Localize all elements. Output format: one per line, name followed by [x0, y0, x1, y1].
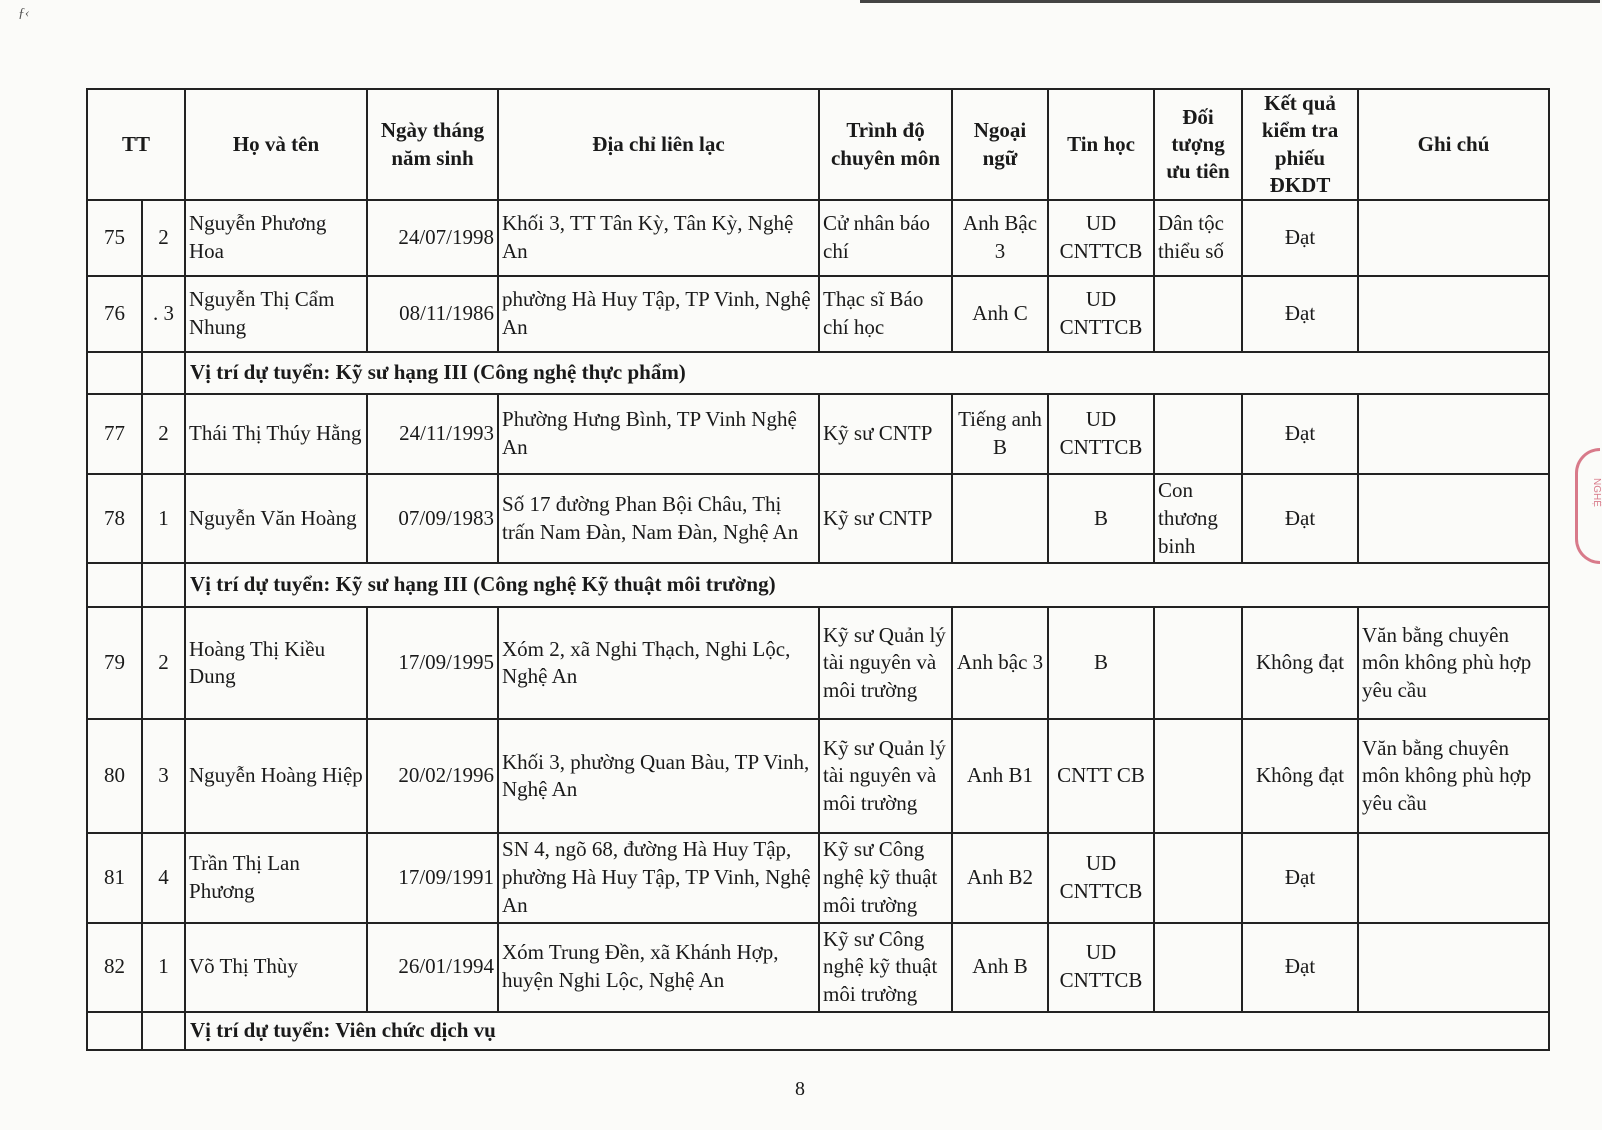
cell-result: Không đạt [1242, 719, 1358, 833]
cell-language: Anh B [952, 923, 1048, 1012]
candidate-table [86, 88, 1550, 1051]
red-seal-fragment [1575, 448, 1600, 564]
cell-priority [1154, 923, 1242, 1012]
cell-note [1358, 474, 1549, 563]
cell-address: SN 4, ngõ 68, đường Hà Huy Tập, phường Hà Huy Tập, TP Vinh, Nghệ An [498, 833, 819, 922]
header-result: Kết quả kiểm tra phiếu ĐKDT [1242, 89, 1358, 200]
cell-sub: 1 [142, 923, 185, 1012]
cell-address: Số 17 đường Phan Bội Châu, Thị trấn Nam Đàn, Nam Đàn, Nghệ An [498, 474, 819, 563]
cell-sub: 2 [142, 394, 185, 474]
cell-name: Thái Thị Thúy Hằng [185, 394, 367, 474]
header-it: Tin học [1048, 89, 1154, 200]
table-row [87, 474, 1549, 563]
section-title: Vị trí dự tuyển: Kỹ sư hạng III (Công nghệ Kỹ thuật môi trường) [185, 563, 1549, 607]
cell-name: Nguyễn Thị Cẩm Nhung [185, 276, 367, 352]
cell-name: Nguyễn Văn Hoàng [185, 474, 367, 563]
cell-no: 79 [87, 607, 142, 719]
cell-sub: 2 [142, 607, 185, 719]
cell-language: Anh B2 [952, 833, 1048, 922]
section-row [87, 563, 1549, 607]
cell-result: Đạt [1242, 394, 1358, 474]
cell-it: UD CNTTCB [1048, 923, 1154, 1012]
header-dob: Ngày tháng năm sinh [367, 89, 498, 200]
cell-language: Tiếng anh B [952, 394, 1048, 474]
cell-result: Đạt [1242, 200, 1358, 276]
cell-qualification: Kỹ sư CNTP [819, 394, 952, 474]
cell-qualification: Kỹ sư Quản lý tài nguyên và môi trường [819, 607, 952, 719]
cell-result: Đạt [1242, 276, 1358, 352]
cell-no: 77 [87, 394, 142, 474]
scan-top-edge [860, 0, 1600, 3]
cell-no: 76 [87, 276, 142, 352]
header-name: Họ và tên [185, 89, 367, 200]
cell-qualification: Kỹ sư CNTP [819, 474, 952, 563]
cell-sub: 4 [142, 833, 185, 922]
cell-language: Anh C [952, 276, 1048, 352]
cell-result: Đạt [1242, 833, 1358, 922]
cell-it: UD CNTTCB [1048, 833, 1154, 922]
cell-name: Nguyễn Hoàng Hiệp [185, 719, 367, 833]
cell-dob: 20/02/1996 [367, 719, 498, 833]
cell-address: Khối 3, phường Quan Bàu, TP Vinh, Nghệ An [498, 719, 819, 833]
cell-sub: 1 [142, 474, 185, 563]
cell-note [1358, 923, 1549, 1012]
cell-it: B [1048, 607, 1154, 719]
cell-name: Trần Thị Lan Phương [185, 833, 367, 922]
cell-dob: 24/07/1998 [367, 200, 498, 276]
cell-language [952, 474, 1048, 563]
cell-note [1358, 833, 1549, 922]
cell-address: phường Hà Huy Tập, TP Vinh, Nghệ An [498, 276, 819, 352]
cell-name: Võ Thị Thùy [185, 923, 367, 1012]
cell-note [1358, 276, 1549, 352]
cell-name: Hoàng Thị Kiều Dung [185, 607, 367, 719]
cell-no: 81 [87, 833, 142, 922]
cell-priority [1154, 607, 1242, 719]
cell-no: 82 [87, 923, 142, 1012]
cell-it: UD CNTTCB [1048, 276, 1154, 352]
header-tt: TT [87, 89, 185, 200]
cell-dob: 08/11/1986 [367, 276, 498, 352]
cell-qualification: Kỹ sư Công nghệ kỹ thuật môi trường [819, 833, 952, 922]
cell-dob: 17/09/1991 [367, 833, 498, 922]
cell-qualification: Thạc sĩ Báo chí học [819, 276, 952, 352]
cell-priority [1154, 719, 1242, 833]
cell-result: Đạt [1242, 474, 1358, 563]
table-row [87, 923, 1549, 1012]
page-number: 8 [795, 1078, 805, 1100]
cell-priority [1154, 276, 1242, 352]
cell-it: UD CNTTCB [1048, 200, 1154, 276]
cell-name: Nguyễn Phương Hoa [185, 200, 367, 276]
cell-it: UD CNTTCB [1048, 394, 1154, 474]
cell-priority: Con thương binh [1154, 474, 1242, 563]
cell-no: 80 [87, 719, 142, 833]
table-row [87, 200, 1549, 276]
cell-language: Anh bậc 3 [952, 607, 1048, 719]
section-title: Vị trí dự tuyển: Viên chức dịch vụ [185, 1012, 1549, 1050]
cell-result: Không đạt [1242, 607, 1358, 719]
cell-it: B [1048, 474, 1154, 563]
cell-sub: 2 [142, 200, 185, 276]
cell-note [1358, 394, 1549, 474]
table-row [87, 607, 1549, 719]
section-row [87, 352, 1549, 394]
cell-language: Anh B1 [952, 719, 1048, 833]
cell-result: Đạt [1242, 923, 1358, 1012]
cell-no: 75 [87, 200, 142, 276]
cell-address: Phường Hưng Bình, TP Vinh Nghệ An [498, 394, 819, 474]
cell-note: Văn bằng chuyên môn không phù hợp yêu cầu [1358, 607, 1549, 719]
cell-note: Văn bằng chuyên môn không phù hợp yêu cầu [1358, 719, 1549, 833]
table-row [87, 833, 1549, 922]
table-row [87, 719, 1549, 833]
cell-dob: 24/11/1993 [367, 394, 498, 474]
handwritten-corner-mark: ƒ‹ [18, 6, 30, 21]
cell-note [1358, 200, 1549, 276]
cell-no: 78 [87, 474, 142, 563]
cell-address: Xóm Trung Đền, xã Khánh Hợp, huyện Nghi Lộc, Nghệ An [498, 923, 819, 1012]
cell-dob: 17/09/1995 [367, 607, 498, 719]
cell-qualification: Kỹ sư Công nghệ kỹ thuật môi trường [819, 923, 952, 1012]
header-address: Địa chỉ liên lạc [498, 89, 819, 200]
header-qualification: Trình độ chuyên môn [819, 89, 952, 200]
table-row [87, 394, 1549, 474]
section-row [87, 1012, 1549, 1050]
seal-text: NGHỆ [1590, 478, 1602, 507]
cell-qualification: Kỹ sư Quản lý tài nguyên và môi trường [819, 719, 952, 833]
header-note: Ghi chú [1358, 89, 1549, 200]
section-title: Vị trí dự tuyển: Kỹ sư hạng III (Công nghệ thực phẩm) [185, 352, 1549, 394]
cell-priority: Dân tộc thiểu số [1154, 200, 1242, 276]
cell-sub: 3 [142, 719, 185, 833]
header-row [87, 89, 1549, 200]
header-priority: Đối tượng ưu tiên [1154, 89, 1242, 200]
cell-language: Anh Bậc 3 [952, 200, 1048, 276]
cell-qualification: Cử nhân báo chí [819, 200, 952, 276]
header-language: Ngoại ngữ [952, 89, 1048, 200]
cell-it: CNTT CB [1048, 719, 1154, 833]
cell-dob: 26/01/1994 [367, 923, 498, 1012]
table-row [87, 276, 1549, 352]
cell-priority [1154, 833, 1242, 922]
cell-dob: 07/09/1983 [367, 474, 498, 563]
cell-priority [1154, 394, 1242, 474]
cell-address: Khối 3, TT Tân Kỳ, Tân Kỳ, Nghệ An [498, 200, 819, 276]
cell-address: Xóm 2, xã Nghi Thạch, Nghi Lộc, Nghệ An [498, 607, 819, 719]
cell-sub: . 3 [142, 276, 185, 352]
